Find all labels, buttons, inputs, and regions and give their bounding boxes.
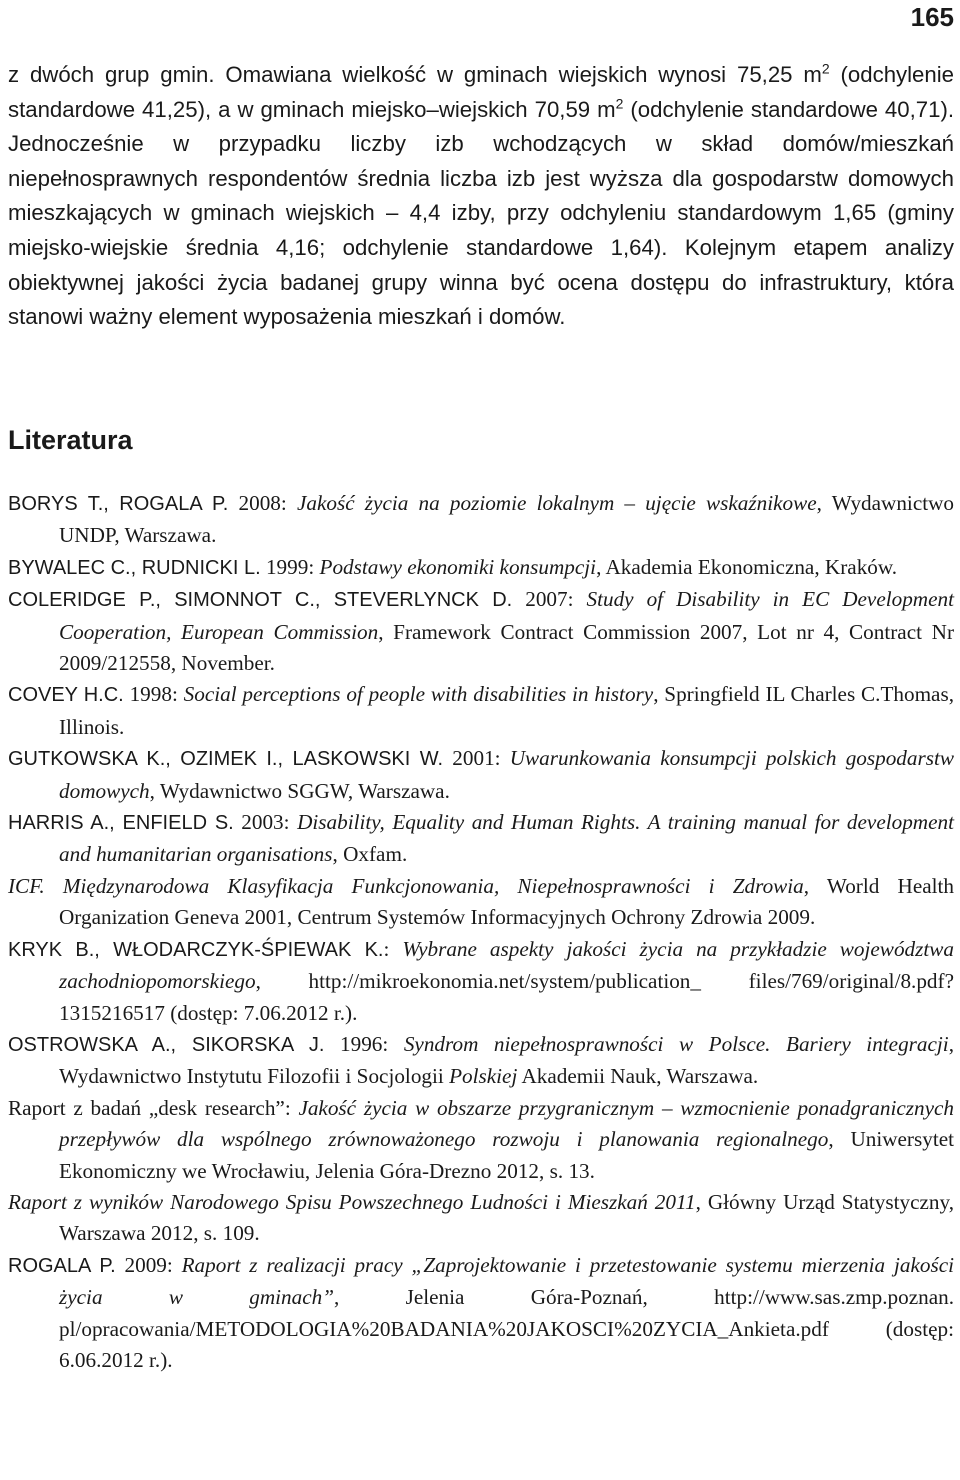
reference-list — [8, 488, 954, 1376]
reference-entry — [8, 1187, 954, 1250]
reference-text: 1999: — [260, 554, 320, 579]
reference-authors: GUTKOWSKA K., OZIMEK I., LASKOWSKI W. — [8, 748, 444, 771]
reference-authors: BYWALEC C., RUDNICKI L. — [8, 556, 261, 579]
reference-entry — [8, 552, 954, 584]
page-number: 165 — [910, 2, 954, 32]
section-heading: Literatura — [8, 425, 133, 455]
body-text-part: (odchylenie standardowe 40,71). Jednocześnie w przypadku liczby izb wchodzących w skład domów/mieszkań niepełnosprawnych respondentów średnia liczba izb jest wyższa dla gospodarstw domowych mieszkających w gminach wiejskich – 4,4 izby, przy odchyleniu standardowym 1,65 (gminy miejsko-wiejskie średnia 4,16; odchylenie standardowe 1,64). Kolejnym etapem analizy obiektywnej jakości życia badanej grupy winna być ocena dostępu do infrastruktury, która stanowi ważny element wyposażenia mieszkań i domów. — [8, 96, 954, 330]
reference-text: , Uniwersytet Ekonomiczny we Wrocławiu, Jelenia Góra-Drezno 2012, s. 13. — [59, 1127, 954, 1183]
reference-title: Polskiej — [449, 1064, 518, 1089]
reference-text: , Wydawnictwo Instytutu Filozofii i Socjologii — [59, 1031, 954, 1089]
reference-entry — [8, 488, 954, 552]
reference-text: , Oxfam. — [332, 842, 408, 867]
reference-text: 2008: — [228, 491, 297, 515]
reference-authors: COLERIDGE P., SIMONNOT C., STEVERLYNCK D. — [8, 589, 513, 612]
superscript: 2 — [615, 95, 624, 112]
reference-entry — [8, 1029, 954, 1093]
reference-authors: ROGALA P. — [8, 1254, 116, 1277]
reference-entry — [8, 679, 954, 743]
reference-entry — [8, 743, 954, 807]
reference-title: Syndrom niepełnosprawności w Polsce. Bariery integracji — [403, 1031, 949, 1056]
reference-title: Uwarunkowania konsumpcji polskich gospodarstw domowych — [59, 746, 955, 803]
reference-text: , Framework Contract Commission 2007, Lot nr 4, Contract Nr 2009/212558, November. — [59, 619, 954, 676]
reference-entry — [8, 871, 954, 934]
reference-text: 1998: — [123, 682, 184, 707]
reference-text: , Wydawnictwo UNDP, Warszawa. — [59, 491, 955, 548]
reference-text: 2009: — [115, 1252, 182, 1277]
reference-text: , Akademia Ekonomiczna, Kraków. — [596, 554, 898, 579]
reference-text: , http://mikroekonomia.net/system/publication_ files/769/original/8.pdf?1315216517 (dostęp: 7.06.2012 r.). — [59, 969, 954, 1025]
body-text-part: z dwóch grup gmin. Omawiana wielkość w gminach wiejskich wynosi 75,25 m — [8, 62, 822, 87]
reference-entry — [8, 584, 954, 679]
reference-text: , Główny Urząd Statystyczny, Warszawa 2012, s. 109. — [59, 1189, 954, 1246]
reference-text: 2001: — [443, 746, 510, 771]
reference-authors: BORYS T., ROGALA P. — [8, 493, 229, 515]
reference-text: , Springfield IL Charles C.Thomas, Illinois. — [59, 682, 955, 739]
reference-title: Raport z wyników Narodowego Spisu Powszechnego Ludności i Mieszkań 2011 — [8, 1189, 696, 1214]
reference-authors: KRYK B., WŁODARCZYK-ŚPIEWAK K. — [8, 938, 384, 961]
reference-authors: COVEY H.C. — [8, 684, 124, 707]
reference-title: Wybrane aspekty jakości życia na przykładzie województwa zachodniopomorskiego — [59, 936, 954, 994]
reference-text: Akademii Nauk, Warszawa. — [517, 1064, 759, 1089]
body-paragraph — [8, 58, 954, 335]
reference-entry — [8, 1250, 954, 1377]
reference-title: Jakość życia na poziomie lokalnym – ujęcie wskaźnikowe — [296, 491, 817, 515]
reference-entry — [8, 934, 954, 1029]
reference-text: 1996: — [324, 1031, 404, 1056]
superscript: 2 — [821, 60, 830, 77]
reference-authors: HARRIS A., ENFIELD S. — [8, 812, 234, 835]
reference-title: Jakość życia w obszarze przygranicznym – wzmocnienie ponadgranicznych przepływów dla wspólnego zrównoważonego rozwoju i planowania regionalnego — [59, 1095, 954, 1152]
reference-title: Study of Disability in EC Development Cooperation, European Commission — [59, 587, 954, 644]
reference-text: , Wydawnictwo SGGW, Warszawa. — [149, 778, 450, 803]
reference-entry — [8, 807, 954, 871]
body-text-part: (odchylenie standardowe 41,25), a w gminach miejsko–wiejskich 70,59 m — [8, 62, 955, 122]
reference-text: Raport z badań „desk research”: — [8, 1095, 299, 1120]
reference-text: 2003: — [233, 810, 298, 835]
reference-authors: OSTROWSKA A., SIKORSKA J. — [8, 1033, 325, 1056]
reference-text: , World Health Organization Geneva 2001, Centrum Systemów Informacyjnych Ochrony Zdrowia 2009. — [59, 873, 954, 930]
reference-title: Social perceptions of people with disabilities in history — [183, 682, 654, 707]
reference-text: 2007: — [512, 587, 587, 612]
reference-title: Disability, Equality and Human Rights. A training manual for development and humanitarian organisations — [59, 810, 954, 867]
reference-text: , Jelenia Góra-Poznań, http://www.sas.zmp.poznan. pl/opracowania/METODOLOGIA%20BADANIA%20JAKOSCI%20ZYCIA_Ankieta.pdf (dostęp: 6.06.2012 r.). — [59, 1285, 954, 1372]
reference-entry — [8, 1093, 954, 1187]
reference-title: Podstawy ekonomiki konsumpcji — [319, 554, 597, 579]
reference-title: ICF. Międzynarodowa Klasyfikacja Funkcjonowania, Niepełnosprawności i Zdrowia — [8, 873, 804, 898]
reference-text: : — [383, 936, 403, 961]
reference-title: Raport z realizacji pracy „Zaprojektowanie i przetestowanie systemu mierzenia jakości życia w gminach” — [59, 1252, 954, 1310]
